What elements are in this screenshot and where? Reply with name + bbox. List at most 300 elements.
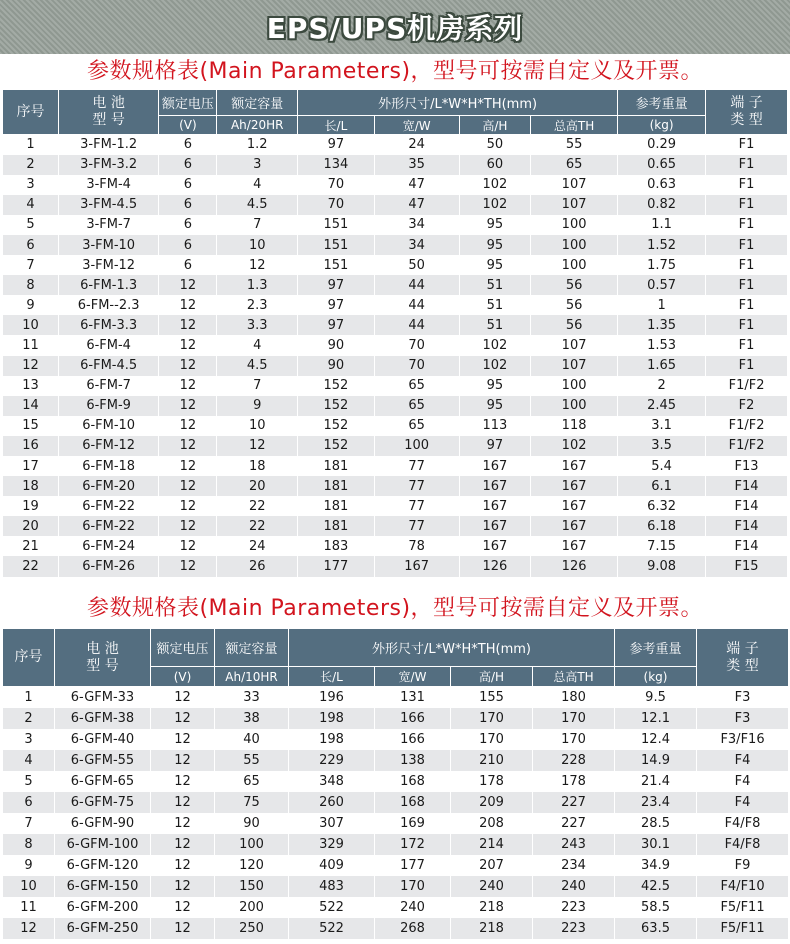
- cell-weight: 1.65: [618, 356, 706, 376]
- cell-model: 6-FM--2.3: [58, 295, 158, 315]
- table-row: [3, 792, 789, 813]
- cell-model: 6-GFM-38: [55, 708, 151, 729]
- table-row: [3, 496, 788, 516]
- cell-terminal: F3/F16: [697, 729, 789, 750]
- cell-model: 6-FM-4.5: [58, 356, 158, 376]
- unit-capacity: Ah/10HR: [215, 667, 289, 687]
- header-terminal: [706, 90, 788, 135]
- table-row: [3, 175, 788, 195]
- cell-height: 214: [451, 834, 533, 855]
- cell-total-height: 126: [531, 556, 618, 576]
- cell-total-height: 167: [531, 516, 618, 536]
- unit-total-height: 总高TH: [531, 116, 618, 135]
- cell-terminal: F14: [706, 536, 788, 556]
- cell-width: 167: [374, 556, 459, 576]
- cell-capacity: 10: [217, 416, 298, 436]
- cell-width: 77: [374, 456, 459, 476]
- cell-capacity: 65: [215, 771, 289, 792]
- cell-height: 170: [451, 729, 533, 750]
- cell-height: 60: [459, 155, 530, 175]
- cell-total-height: 102: [531, 436, 618, 456]
- cell-total-height: 56: [531, 275, 618, 295]
- cell-height: 97: [459, 436, 530, 456]
- cell-voltage: 12: [159, 536, 217, 556]
- cell-model: 6-GFM-120: [55, 855, 151, 876]
- cell-model: 6-FM-12: [58, 436, 158, 456]
- spec-table-fm: [2, 89, 788, 577]
- cell-model: 6-GFM-65: [55, 771, 151, 792]
- cell-no: 4: [3, 750, 55, 771]
- cell-total-height: 223: [533, 918, 615, 939]
- cell-terminal: F5/F11: [697, 897, 789, 918]
- cell-height: 209: [451, 792, 533, 813]
- cell-width: 65: [374, 416, 459, 436]
- cell-weight: 28.5: [615, 813, 697, 834]
- cell-width: 65: [374, 396, 459, 416]
- cell-no: 19: [3, 496, 59, 516]
- cell-length: 152: [298, 416, 375, 436]
- cell-weight: 0.29: [618, 135, 706, 155]
- cell-weight: 1.53: [618, 335, 706, 355]
- cell-width: 35: [374, 155, 459, 175]
- cell-capacity: 4.5: [217, 356, 298, 376]
- cell-voltage: 12: [159, 335, 217, 355]
- parameters-subtitle-1: 参数规格表(Main Parameters)，型号可按需自定义及开票。: [86, 59, 704, 84]
- cell-capacity: 7: [217, 376, 298, 396]
- cell-length: 181: [298, 496, 375, 516]
- cell-no: 9: [3, 855, 55, 876]
- cell-total-height: 107: [531, 335, 618, 355]
- header-model: [58, 90, 158, 135]
- cell-model: 6-FM-22: [58, 516, 158, 536]
- cell-terminal: F1: [706, 175, 788, 195]
- cell-total-height: 170: [533, 729, 615, 750]
- unit-total-height: 总高TH: [533, 667, 615, 687]
- cell-width: 77: [374, 516, 459, 536]
- cell-height: 51: [459, 295, 530, 315]
- cell-weight: 42.5: [615, 876, 697, 897]
- cell-weight: 1.75: [618, 255, 706, 275]
- cell-weight: 1: [618, 295, 706, 315]
- cell-width: 34: [374, 215, 459, 235]
- cell-weight: 6.32: [618, 496, 706, 516]
- unit-capacity: Ah/20HR: [217, 116, 298, 135]
- cell-capacity: 250: [215, 918, 289, 939]
- banner-title: EPS/UPS机房系列: [266, 12, 524, 45]
- cell-width: 70: [374, 335, 459, 355]
- cell-capacity: 100: [215, 834, 289, 855]
- cell-height: 240: [451, 876, 533, 897]
- cell-weight: 7.15: [618, 536, 706, 556]
- cell-height: 95: [459, 376, 530, 396]
- cell-voltage: 12: [159, 356, 217, 376]
- cell-height: 167: [459, 536, 530, 556]
- spec-table-fm-body: [3, 135, 788, 577]
- cell-model: 6-GFM-33: [55, 687, 151, 708]
- cell-length: 181: [298, 476, 375, 496]
- cell-total-height: 100: [531, 215, 618, 235]
- cell-weight: 5.4: [618, 456, 706, 476]
- table-row: [3, 750, 789, 771]
- cell-length: 198: [289, 708, 375, 729]
- cell-model: 3-FM-12: [58, 255, 158, 275]
- cell-capacity: 10: [217, 235, 298, 255]
- cell-height: 218: [451, 897, 533, 918]
- cell-width: 172: [375, 834, 451, 855]
- cell-total-height: 100: [531, 255, 618, 275]
- header-terminal-line2: 类 型: [730, 112, 763, 128]
- unit-weight: (kg): [615, 667, 697, 687]
- cell-model: 3-FM-7: [58, 215, 158, 235]
- cell-width: 168: [375, 771, 451, 792]
- cell-total-height: 107: [531, 195, 618, 215]
- cell-model: 6-GFM-200: [55, 897, 151, 918]
- cell-length: 409: [289, 855, 375, 876]
- cell-no: 6: [3, 792, 55, 813]
- header-voltage: 额定电压: [159, 90, 217, 116]
- cell-model: 6-FM-9: [58, 396, 158, 416]
- header-model: [55, 629, 151, 687]
- cell-terminal: F1: [706, 356, 788, 376]
- cell-weight: 1.35: [618, 315, 706, 335]
- cell-no: 7: [3, 255, 59, 275]
- cell-width: 78: [374, 536, 459, 556]
- cell-weight: 9.08: [618, 556, 706, 576]
- cell-width: 44: [374, 315, 459, 335]
- cell-length: 522: [289, 918, 375, 939]
- cell-terminal: F5/F11: [697, 918, 789, 939]
- cell-height: 95: [459, 255, 530, 275]
- cell-width: 138: [375, 750, 451, 771]
- cell-terminal: F1/F2: [706, 416, 788, 436]
- cell-height: 210: [451, 750, 533, 771]
- cell-terminal: F14: [706, 516, 788, 536]
- cell-terminal: F1: [706, 215, 788, 235]
- header-dimensions: 外形尺寸/L*W*H*TH(mm): [298, 90, 618, 116]
- table-row: [3, 813, 789, 834]
- header-capacity: 额定容量: [217, 90, 298, 116]
- cell-width: 240: [375, 897, 451, 918]
- cell-total-height: 56: [531, 315, 618, 335]
- cell-length: 97: [298, 275, 375, 295]
- cell-terminal: F14: [706, 496, 788, 516]
- cell-capacity: 24: [217, 536, 298, 556]
- cell-voltage: 6: [159, 195, 217, 215]
- cell-capacity: 3: [217, 155, 298, 175]
- cell-weight: 12.4: [615, 729, 697, 750]
- cell-width: 77: [374, 476, 459, 496]
- cell-model: 6-GFM-75: [55, 792, 151, 813]
- header-weight: 参考重量: [615, 629, 697, 667]
- cell-total-height: 100: [531, 396, 618, 416]
- cell-length: 260: [289, 792, 375, 813]
- header-terminal-line1: 端 子: [730, 95, 763, 111]
- cell-height: 95: [459, 215, 530, 235]
- cell-no: 9: [3, 295, 59, 315]
- cell-no: 11: [3, 335, 59, 355]
- cell-capacity: 33: [215, 687, 289, 708]
- table-row: [3, 771, 789, 792]
- cell-height: 51: [459, 315, 530, 335]
- unit-height: 高/H: [459, 116, 530, 135]
- header-weight: 参考重量: [618, 90, 706, 116]
- header-terminal: [697, 629, 789, 687]
- cell-no: 15: [3, 416, 59, 436]
- cell-height: 95: [459, 235, 530, 255]
- cell-terminal: F3: [697, 708, 789, 729]
- cell-voltage: 12: [159, 416, 217, 436]
- table-row: [3, 476, 788, 496]
- cell-capacity: 150: [215, 876, 289, 897]
- cell-voltage: 12: [151, 729, 215, 750]
- cell-width: 177: [375, 855, 451, 876]
- cell-total-height: 107: [531, 356, 618, 376]
- cell-voltage: 12: [151, 897, 215, 918]
- table-row: [3, 897, 789, 918]
- cell-capacity: 120: [215, 855, 289, 876]
- cell-weight: 0.65: [618, 155, 706, 175]
- cell-model: 6-FM-1.3: [58, 275, 158, 295]
- cell-terminal: F1: [706, 235, 788, 255]
- cell-voltage: 12: [151, 876, 215, 897]
- header-terminal-line1: 端 子: [726, 640, 759, 657]
- cell-length: 181: [298, 516, 375, 536]
- cell-voltage: 12: [151, 918, 215, 939]
- cell-no: 16: [3, 436, 59, 456]
- cell-length: 97: [298, 295, 375, 315]
- cell-no: 22: [3, 556, 59, 576]
- cell-capacity: 1.3: [217, 275, 298, 295]
- cell-weight: 2: [618, 376, 706, 396]
- cell-width: 169: [375, 813, 451, 834]
- cell-height: 50: [459, 135, 530, 155]
- cell-voltage: 6: [159, 255, 217, 275]
- table-row: [3, 687, 789, 708]
- cell-weight: 0.82: [618, 195, 706, 215]
- cell-no: 2: [3, 155, 59, 175]
- cell-height: 95: [459, 396, 530, 416]
- spec-table-gfm: [2, 628, 789, 939]
- cell-model: 3-FM-4: [58, 175, 158, 195]
- cell-voltage: 12: [151, 708, 215, 729]
- header-terminal-line2: 类 型: [726, 657, 759, 674]
- cell-voltage: 12: [151, 834, 215, 855]
- cell-capacity: 20: [217, 476, 298, 496]
- cell-length: 151: [298, 235, 375, 255]
- cell-height: 167: [459, 476, 530, 496]
- cell-height: 167: [459, 516, 530, 536]
- table-row: [3, 456, 788, 476]
- cell-width: 100: [374, 436, 459, 456]
- cell-capacity: 22: [217, 496, 298, 516]
- cell-terminal: F1: [706, 275, 788, 295]
- cell-total-height: 55: [531, 135, 618, 155]
- table-row: [3, 436, 788, 456]
- table-row: [3, 356, 788, 376]
- cell-length: 70: [298, 195, 375, 215]
- cell-capacity: 90: [215, 813, 289, 834]
- cell-capacity: 22: [217, 516, 298, 536]
- table-row: [3, 255, 788, 275]
- table-row: [3, 155, 788, 175]
- cell-terminal: F1: [706, 335, 788, 355]
- cell-weight: 63.5: [615, 918, 697, 939]
- cell-no: 3: [3, 729, 55, 750]
- cell-terminal: F4: [697, 771, 789, 792]
- cell-model: 6-FM-4: [58, 335, 158, 355]
- table-row: [3, 135, 788, 155]
- cell-model: 6-GFM-100: [55, 834, 151, 855]
- cell-terminal: F14: [706, 476, 788, 496]
- cell-total-height: 100: [531, 235, 618, 255]
- cell-terminal: F4: [697, 750, 789, 771]
- unit-height: 高/H: [451, 667, 533, 687]
- cell-length: 90: [298, 356, 375, 376]
- cell-voltage: 12: [151, 813, 215, 834]
- cell-total-height: 223: [533, 897, 615, 918]
- cell-length: 177: [298, 556, 375, 576]
- cell-capacity: 18: [217, 456, 298, 476]
- cell-voltage: 12: [159, 476, 217, 496]
- table-row: [3, 876, 789, 897]
- header-model-line1: 电 池: [86, 640, 119, 657]
- cell-terminal: F3: [697, 687, 789, 708]
- spec-table-gfm-body: [3, 687, 789, 939]
- cell-voltage: 6: [159, 155, 217, 175]
- cell-voltage: 12: [159, 315, 217, 335]
- unit-voltage: (V): [151, 667, 215, 687]
- cell-width: 77: [374, 496, 459, 516]
- cell-no: 8: [3, 834, 55, 855]
- table-row: [3, 708, 789, 729]
- cell-model: 3-FM-3.2: [58, 155, 158, 175]
- cell-voltage: 12: [159, 516, 217, 536]
- cell-capacity: 4.5: [217, 195, 298, 215]
- cell-weight: 3.1: [618, 416, 706, 436]
- cell-voltage: 12: [151, 750, 215, 771]
- cell-weight: 3.5: [618, 436, 706, 456]
- cell-terminal: F1: [706, 135, 788, 155]
- cell-width: 70: [374, 356, 459, 376]
- cell-model: 6-FM-3.3: [58, 315, 158, 335]
- cell-width: 50: [374, 255, 459, 275]
- cell-model: 6-FM-10: [58, 416, 158, 436]
- unit-weight: (kg): [618, 116, 706, 135]
- cell-terminal: F4: [697, 792, 789, 813]
- cell-no: 4: [3, 195, 59, 215]
- cell-capacity: 9: [217, 396, 298, 416]
- cell-total-height: 167: [531, 476, 618, 496]
- cell-weight: 6.18: [618, 516, 706, 536]
- cell-total-height: 65: [531, 155, 618, 175]
- table-row: [3, 396, 788, 416]
- cell-length: 152: [298, 376, 375, 396]
- cell-terminal: F4/F10: [697, 876, 789, 897]
- cell-total-height: 180: [533, 687, 615, 708]
- cell-terminal: F4/F8: [697, 834, 789, 855]
- cell-total-height: 56: [531, 295, 618, 315]
- cell-total-height: 234: [533, 855, 615, 876]
- cell-voltage: 12: [151, 687, 215, 708]
- cell-model: 6-GFM-55: [55, 750, 151, 771]
- table-row: [3, 729, 789, 750]
- cell-weight: 0.57: [618, 275, 706, 295]
- cell-length: 183: [298, 536, 375, 556]
- cell-width: 131: [375, 687, 451, 708]
- cell-length: 152: [298, 436, 375, 456]
- cell-weight: 9.5: [615, 687, 697, 708]
- cell-no: 5: [3, 771, 55, 792]
- cell-height: 102: [459, 335, 530, 355]
- cell-height: 167: [459, 456, 530, 476]
- cell-model: 6-GFM-250: [55, 918, 151, 939]
- cell-height: 208: [451, 813, 533, 834]
- cell-width: 168: [375, 792, 451, 813]
- cell-height: 113: [459, 416, 530, 436]
- cell-weight: 23.4: [615, 792, 697, 813]
- cell-voltage: 12: [159, 376, 217, 396]
- cell-no: 10: [3, 315, 59, 335]
- cell-width: 268: [375, 918, 451, 939]
- cell-total-height: 227: [533, 792, 615, 813]
- table-row: [3, 834, 789, 855]
- cell-terminal: F1: [706, 195, 788, 215]
- cell-voltage: 12: [151, 792, 215, 813]
- cell-length: 151: [298, 215, 375, 235]
- cell-voltage: 12: [159, 456, 217, 476]
- cell-length: 151: [298, 255, 375, 275]
- cell-voltage: 6: [159, 135, 217, 155]
- cell-model: 6-GFM-150: [55, 876, 151, 897]
- cell-height: 102: [459, 356, 530, 376]
- cell-total-height: 243: [533, 834, 615, 855]
- cell-no: 3: [3, 175, 59, 195]
- cell-voltage: 6: [159, 175, 217, 195]
- cell-terminal: F1: [706, 255, 788, 275]
- cell-capacity: 38: [215, 708, 289, 729]
- cell-total-height: 167: [531, 496, 618, 516]
- cell-total-height: 167: [531, 456, 618, 476]
- cell-length: 229: [289, 750, 375, 771]
- cell-width: 24: [374, 135, 459, 155]
- cell-voltage: 12: [151, 771, 215, 792]
- table-row: [3, 335, 788, 355]
- cell-terminal: F1/F2: [706, 436, 788, 456]
- cell-width: 166: [375, 729, 451, 750]
- table-row: [3, 195, 788, 215]
- cell-voltage: 6: [159, 235, 217, 255]
- table-row: [3, 556, 788, 576]
- cell-voltage: 12: [159, 436, 217, 456]
- cell-no: 10: [3, 876, 55, 897]
- cell-length: 348: [289, 771, 375, 792]
- cell-weight: 21.4: [615, 771, 697, 792]
- cell-model: 3-FM-1.2: [58, 135, 158, 155]
- cell-length: 483: [289, 876, 375, 897]
- cell-capacity: 75: [215, 792, 289, 813]
- table-row: [3, 295, 788, 315]
- cell-total-height: 100: [531, 376, 618, 396]
- cell-no: 6: [3, 235, 59, 255]
- table-row: [3, 918, 789, 939]
- cell-model: 6-FM-22: [58, 496, 158, 516]
- cell-weight: 2.45: [618, 396, 706, 416]
- cell-no: 12: [3, 356, 59, 376]
- cell-total-height: 107: [531, 175, 618, 195]
- cell-model: 6-FM-26: [58, 556, 158, 576]
- cell-no: 7: [3, 813, 55, 834]
- cell-length: 522: [289, 897, 375, 918]
